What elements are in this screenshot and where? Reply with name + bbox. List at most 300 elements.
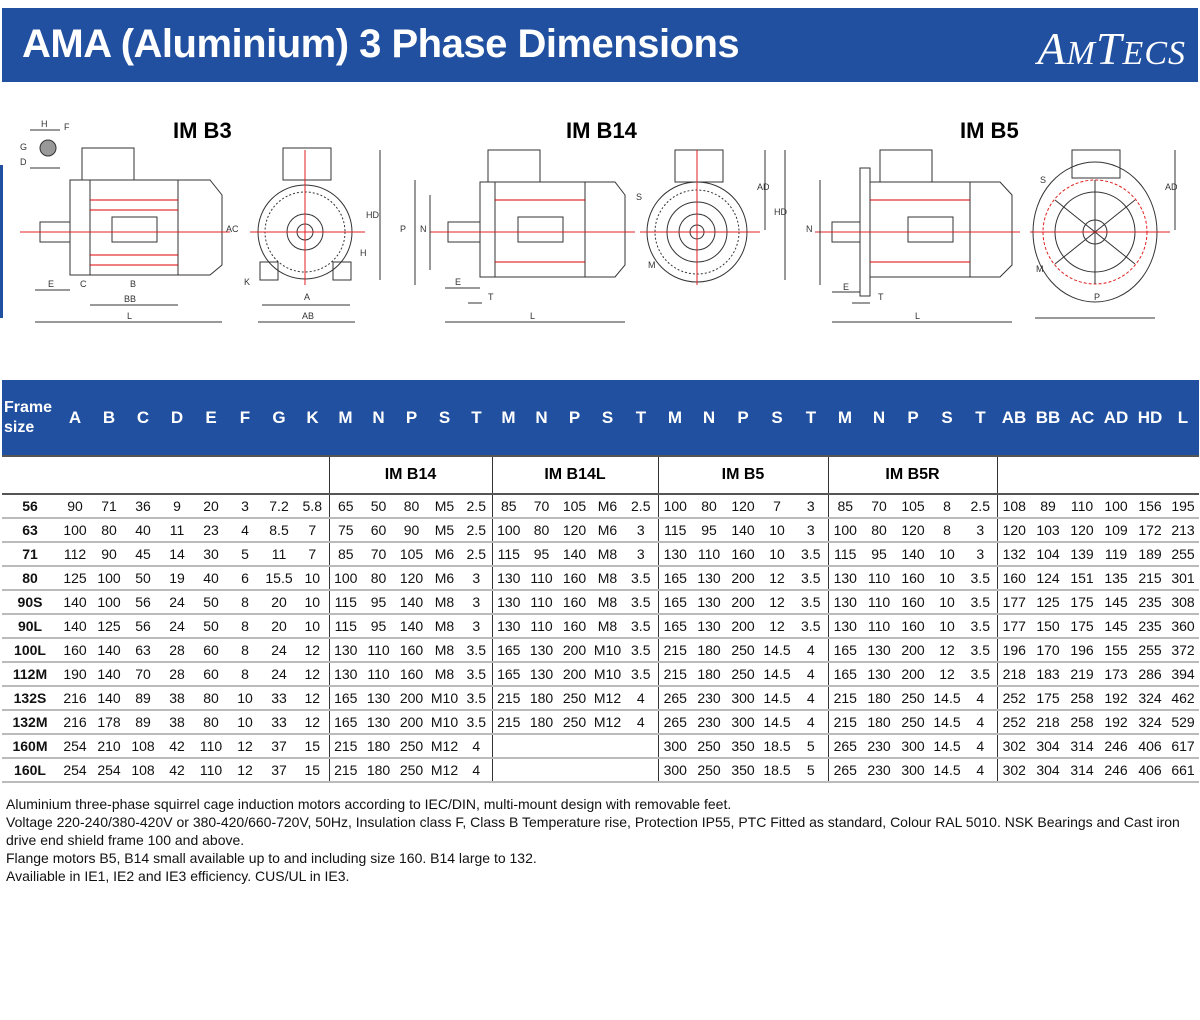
title-banner [2,8,1198,82]
dimension-cell: 60 [194,638,228,662]
b5-end-view [1030,150,1175,318]
dimension-cell: 28 [160,638,194,662]
header-col-s: S [760,380,794,456]
dimension-cell: 200 [558,662,591,686]
dimension-cell: 3.5 [624,662,658,686]
dimension-cell: 252 [997,710,1031,734]
dimension-cell: 18.5 [760,734,794,758]
dimension-cell: 4 [964,758,997,782]
header-col-c: C [126,380,160,456]
dimension-cell: 110 [1065,494,1099,518]
dimension-cell: 215 [1133,566,1167,590]
dimension-cell: 80 [92,518,126,542]
dimension-cell: 3 [228,494,262,518]
dimension-cell: 3 [461,566,492,590]
dimension-cell: 183 [1031,662,1065,686]
dimension-cell: 108 [126,758,160,782]
dimension-cell: M5 [428,494,461,518]
dimension-cell: 132 [997,542,1031,566]
dimension-cell: 254 [92,758,126,782]
dimension-cell: 250 [395,734,428,758]
dimension-cell: 265 [658,710,692,734]
svg-text:N: N [806,224,813,234]
mount-group-row [2,456,1199,494]
dimension-cell [624,734,658,758]
dimension-cell: 215 [828,686,862,710]
dimension-cell: 140 [896,542,930,566]
dimension-cell: 3 [624,518,658,542]
dimension-cell: 80 [692,494,726,518]
header-col-l: L [1167,380,1199,456]
header-col-p: P [726,380,760,456]
dimension-cell: 30 [194,542,228,566]
table-row [2,590,1199,614]
header-frame-size: Frame size [2,380,58,456]
dimension-cell: 200 [395,710,428,734]
dimension-cell: 145 [1099,590,1133,614]
svg-text:T: T [878,292,884,302]
dimension-cell: 45 [126,542,160,566]
dimension-cell: 95 [862,542,896,566]
dimension-cell: 33 [262,686,296,710]
dimension-cell: 258 [1065,710,1099,734]
dimension-cell: 10 [296,614,329,638]
dimension-cell: 110 [194,758,228,782]
dimension-cell: M8 [591,614,624,638]
dimension-cell: 105 [395,542,428,566]
frame-size-cell: 63 [2,518,58,542]
dimension-cell: 40 [126,518,160,542]
dimension-cell: 125 [58,566,92,590]
svg-text:F: F [64,122,70,132]
dimension-cell: 252 [997,686,1031,710]
dimension-cell: 255 [1167,542,1199,566]
dimension-cell: 300 [896,734,930,758]
group-im-b5r: IM B5R [828,456,997,494]
dimension-cell: 130 [828,566,862,590]
dimension-cell: 7 [296,518,329,542]
dimension-cell: 2.5 [461,518,492,542]
dimension-cell: 6 [228,566,262,590]
header-col-a: A [58,380,92,456]
dimension-cell: 14.5 [930,734,964,758]
svg-text:HD: HD [774,207,787,217]
dimension-cell: M5 [428,518,461,542]
dimension-cell: 125 [1031,590,1065,614]
svg-text:AD: AD [1165,182,1178,192]
dimension-cell: 160 [558,566,591,590]
dimension-cell: 7 [760,494,794,518]
dimension-cell: 8 [228,662,262,686]
dimension-cell: 215 [828,710,862,734]
dimension-cell: 120 [558,518,591,542]
group-im-b14l: IM B14L [492,456,658,494]
dimension-cell: 108 [126,734,160,758]
dimension-cell [492,758,525,782]
dimension-cell: 661 [1167,758,1199,782]
svg-text:S: S [1040,175,1047,185]
frame-size-cell: 80 [2,566,58,590]
dimension-cell: 95 [692,518,726,542]
frame-size-cell: 132M [2,710,58,734]
dimension-cell: 160 [726,542,760,566]
dimension-cell: 302 [997,758,1031,782]
dimension-cell: 104 [1031,542,1065,566]
frame-size-cell: 132S [2,686,58,710]
dimension-cell: 200 [558,638,591,662]
dimension-cell: M10 [591,662,624,686]
dimension-cell [492,734,525,758]
dimension-cell [558,758,591,782]
dimension-cell: 8 [228,590,262,614]
dimension-cell: M8 [591,542,624,566]
dimension-cell: 151 [1065,566,1099,590]
dimension-cell: 120 [896,518,930,542]
dimension-cell: 165 [492,638,525,662]
dimension-cell: 130 [862,662,896,686]
header-col-s: S [930,380,964,456]
frame-size-cell: 56 [2,494,58,518]
table-row [2,542,1199,566]
dimension-cell: 11 [262,542,296,566]
svg-text:G: G [20,142,28,152]
dimension-cell: 308 [1167,590,1199,614]
dimension-cell: 115 [658,518,692,542]
dimension-cell: 180 [525,710,558,734]
table-row [2,614,1199,638]
dimension-cell: 71 [92,494,126,518]
dimension-cell: 14.5 [930,710,964,734]
dimension-cell: 215 [329,734,362,758]
dimension-cell: 301 [1167,566,1199,590]
dimension-cell: 70 [126,662,160,686]
dimension-cell: 115 [329,590,362,614]
table-row [2,494,1199,518]
dimension-cell: 14.5 [760,662,794,686]
dimension-cell: 12 [228,758,262,782]
dimension-cell: 8 [930,494,964,518]
dimension-cell: 14 [160,542,194,566]
dimension-cell: 3 [794,494,828,518]
dimension-cell: 145 [1099,614,1133,638]
dimension-cell: 7 [296,542,329,566]
dimension-cell: M10 [428,710,461,734]
dimension-cell: 120 [997,518,1031,542]
dimension-cell: 115 [329,614,362,638]
dimension-cell: 103 [1031,518,1065,542]
b3-end-view [250,148,380,322]
note: Availiable in IE1, IE2 and IE3 efficiency. CUS/UL in IE3. [6,868,350,884]
svg-text:H: H [360,248,367,258]
dimension-cell: 213 [1167,518,1199,542]
dimension-cell: 177 [997,590,1031,614]
dimension-cell: 173 [1099,662,1133,686]
dimension-cell: 3.5 [794,542,828,566]
dimension-cell: 120 [726,494,760,518]
dimension-cell: 100 [492,518,525,542]
dimension-cell: 250 [896,686,930,710]
dimension-cell: 300 [896,758,930,782]
dimension-cell: 4 [964,686,997,710]
svg-text:S: S [636,192,643,202]
dimension-cell: 20 [262,590,296,614]
dimension-cell: 4 [794,662,828,686]
dimension-cell: 3.5 [461,662,492,686]
dimension-cell: 215 [658,662,692,686]
dimension-cell: 112 [58,542,92,566]
dimension-cell: 85 [329,542,362,566]
svg-text:E: E [455,277,462,287]
dimension-cell: 119 [1099,542,1133,566]
dimension-cell: M8 [428,638,461,662]
dimension-cell: M8 [428,614,461,638]
dimension-cell: 250 [692,734,726,758]
dimension-cell: 9 [160,494,194,518]
dimension-cell: 300 [726,686,760,710]
dimension-cell: 109 [1099,518,1133,542]
dimension-cell: 60 [362,518,395,542]
note: Flange motors B5, B14 small available up to and including size 160. B14 large to 132. [6,850,537,866]
dimension-cell: 12 [228,734,262,758]
dimension-cell: 11 [160,518,194,542]
dimension-cell: 15 [296,734,329,758]
table-row [2,518,1199,542]
dimension-cell: 246 [1099,734,1133,758]
dimension-cell: 4 [461,758,492,782]
diagram-title-b14: IM B14 [566,118,637,143]
dimension-cell: 37 [262,758,296,782]
header-col-t: T [461,380,492,456]
dimension-cell: 28 [160,662,194,686]
dimension-cell: 165 [658,566,692,590]
svg-text:A: A [304,292,311,302]
dimension-cell: 3.5 [624,566,658,590]
dimension-cell: 42 [160,758,194,782]
dimension-cell: 80 [525,518,558,542]
dimension-cell: 3.5 [624,614,658,638]
diagram-title-b3: IM B3 [173,118,232,143]
dimension-cell: 10 [930,590,964,614]
header-col-n: N [862,380,896,456]
dimension-cell: 255 [1133,638,1167,662]
header-col-ad: AD [1099,380,1133,456]
dimension-cell: 110 [692,542,726,566]
dimension-cell: 12 [296,686,329,710]
dimension-cell: 406 [1133,734,1167,758]
dimension-cell: 14.5 [930,686,964,710]
dimension-cell: 139 [1065,542,1099,566]
header-col-m: M [329,380,362,456]
dimension-cell: 23 [194,518,228,542]
dimension-cell: 215 [492,710,525,734]
dimension-cell: M10 [428,686,461,710]
dimension-cell: 150 [1031,614,1065,638]
dimension-cell: 177 [997,614,1031,638]
dimension-cell: 100 [658,494,692,518]
dimension-cell: 10 [296,590,329,614]
dimension-cell: 105 [896,494,930,518]
header-col-s: S [591,380,624,456]
shaft-key-detail [30,130,60,168]
dimension-cell: 63 [126,638,160,662]
svg-text:L: L [127,311,133,321]
dimension-cell: 160 [558,590,591,614]
dimension-cell [591,758,624,782]
table-row [2,686,1199,710]
dimension-cell: 230 [692,710,726,734]
dimension-cell: 4 [461,734,492,758]
svg-text:H: H [41,119,48,129]
dimension-cell: M6 [591,494,624,518]
dimension-cell: 20 [262,614,296,638]
dimension-cell: 3.5 [624,590,658,614]
dimension-cell: 56 [126,614,160,638]
dimension-cell: 2.5 [964,494,997,518]
dimension-cell: 192 [1099,710,1133,734]
dimension-cell: 120 [1065,518,1099,542]
dimension-cell: 216 [58,686,92,710]
svg-text:T: T [488,292,494,302]
dimension-cell: 100 [58,518,92,542]
dimension-cell: 33 [262,710,296,734]
dimension-cell: 192 [1099,686,1133,710]
dimension-cell: 178 [92,710,126,734]
dimension-cell: 250 [558,686,591,710]
dimension-cell: 108 [997,494,1031,518]
dimension-cell: 120 [395,566,428,590]
dimension-cell: 90 [395,518,428,542]
dimension-cell: 24 [160,614,194,638]
group-im-b14: IM B14 [329,456,492,494]
dimension-cell: 89 [1031,494,1065,518]
dimension-cell: 12 [760,566,794,590]
dimension-cell: 12 [296,638,329,662]
dimension-cell: 20 [194,494,228,518]
dimension-cell: 215 [492,686,525,710]
dimension-cell: 90 [92,542,126,566]
dimension-cell: 3 [964,518,997,542]
svg-text:M: M [648,260,656,270]
dimension-cell: 110 [362,662,395,686]
dimension-cell: 200 [896,638,930,662]
dimension-cell: 304 [1031,758,1065,782]
dimension-cell: 70 [362,542,395,566]
dimension-cell: 3.5 [461,638,492,662]
header-col-ab: AB [997,380,1031,456]
dimension-cell: 2.5 [461,494,492,518]
dimension-cell: 350 [726,758,760,782]
header-col-n: N [692,380,726,456]
dimension-cell: 175 [1065,590,1099,614]
dimension-cell: 155 [1099,638,1133,662]
dimension-cell: 265 [828,734,862,758]
dimension-cell: 8 [228,638,262,662]
dimension-cell: M10 [591,638,624,662]
table-row [2,758,1199,782]
dimension-cell: 130 [862,638,896,662]
table-row [2,662,1199,686]
svg-text:AC: AC [226,224,239,234]
dimension-cell: 18.5 [760,758,794,782]
dimension-cell: 140 [395,614,428,638]
group-blank [2,456,329,494]
header-col-g: G [262,380,296,456]
dimension-cell: 12 [296,710,329,734]
frame-size-cell: 90S [2,590,58,614]
dimension-cell: 160 [997,566,1031,590]
dimension-cell: 95 [362,590,395,614]
dimension-cell: 4 [624,710,658,734]
dimension-cell: 254 [58,758,92,782]
dimension-cell: 230 [692,686,726,710]
dimension-cell: 85 [828,494,862,518]
dimension-cell: 10 [296,566,329,590]
dimension-cell: 2.5 [461,542,492,566]
dimension-cell: 14.5 [760,638,794,662]
dimension-cell: 140 [58,614,92,638]
dimension-cell: 15.5 [262,566,296,590]
dimension-cell: 89 [126,686,160,710]
dimension-cell: 70 [525,494,558,518]
dimension-cell: 180 [862,710,896,734]
dimension-cell: 130 [362,710,395,734]
dimension-cell: 180 [362,734,395,758]
motor-dimension-diagrams [0,95,1200,335]
header-col-p: P [558,380,591,456]
dimension-cell: 10 [760,542,794,566]
dimension-cell: 100 [1099,494,1133,518]
note: Voltage 220-240/380-420V or 380-420/660-720V, 50Hz, Insulation class F, Class B Temperature rise, Protection IP55, PTC Fitted as standard, Colour RAL 5010. NSK Bearings and Cast iron drive end shield frame 100 and above. [6,814,1180,848]
header-col-bb: BB [1031,380,1065,456]
dimension-cell: 4 [964,710,997,734]
dimension-cell: 617 [1167,734,1199,758]
dimension-cell [525,734,558,758]
b14-side-view [415,150,635,322]
dimension-cell [558,734,591,758]
frame-size-cell: 160L [2,758,58,782]
dimension-cell: 65 [329,494,362,518]
dimension-cell: 105 [558,494,591,518]
dimension-cell: 130 [658,542,692,566]
svg-text:HD: HD [366,210,379,220]
dimension-cell: 324 [1133,686,1167,710]
dimension-cell: 254 [58,734,92,758]
dimension-cell: 3.5 [461,686,492,710]
dimension-cell: 180 [525,686,558,710]
header-col-hd: HD [1133,380,1167,456]
svg-text:L: L [915,311,921,321]
dimension-cell: 24 [160,590,194,614]
dimension-cell: 130 [525,662,558,686]
header-col-d: D [160,380,194,456]
diagram-title-b5: IM B5 [960,118,1019,143]
dimension-cell: 165 [828,638,862,662]
dimension-cell: 12 [296,662,329,686]
dimension-cell: 10 [930,542,964,566]
dimension-cell: 200 [726,590,760,614]
dimension-cell: 246 [1099,758,1133,782]
dimension-cell: 324 [1133,710,1167,734]
dimension-cell: M6 [591,518,624,542]
dimension-cell: M8 [591,566,624,590]
dimension-cell: 37 [262,734,296,758]
dimension-cell: 265 [828,758,862,782]
dimension-cell: 180 [862,686,896,710]
dimension-cell: 3.5 [624,638,658,662]
dimension-cell: 56 [126,590,160,614]
dimension-cell: 196 [1065,638,1099,662]
dimension-cell: 130 [492,566,525,590]
